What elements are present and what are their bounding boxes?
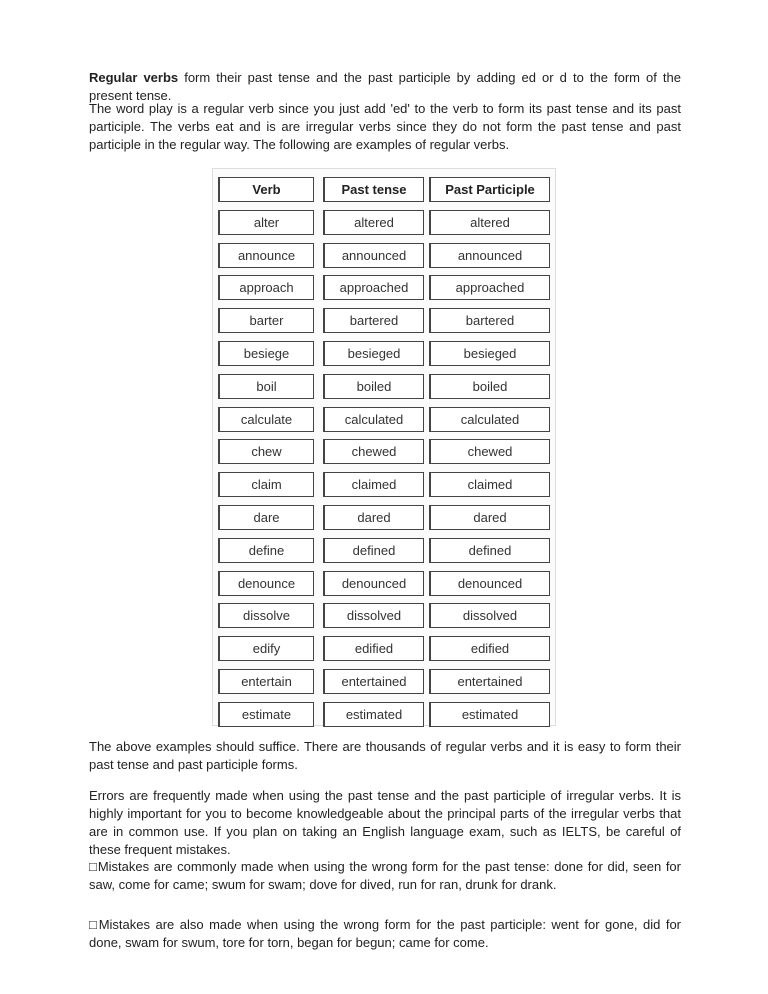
- past-participle-cell: dared: [429, 505, 550, 530]
- verb-cell: chew: [218, 439, 314, 464]
- past-participle-cell: altered: [429, 210, 550, 235]
- paragraph-6: □Mistakes are also made when using the wrong form for the past participle: went for gone, did for done, swam for swum, tore for torn, began for begun; came for come.: [89, 917, 681, 950]
- header-past-tense: Past tense: [323, 177, 424, 202]
- past-participle-cell: denounced: [429, 571, 550, 596]
- table-header-row: [213, 177, 555, 205]
- paragraph-4: Errors are frequently made when using the past tense and the past participle of irregular verbs. It is highly important for you to become knowledgeable about the principal parts of the irregular verbs that are in common use. If you plan on taking an English language exam, such as IELTS, be careful of these frequent mistakes.: [89, 788, 681, 857]
- paragraph-2: The word play is a regular verb since you just add 'ed' to the verb to form its past tense and its past participle. The verbs eat and is are irregular verbs since they do not form the past tense and past participle in the regular way. The following are examples of regular verbs.: [89, 101, 681, 152]
- verb-cell: entertain: [218, 669, 314, 694]
- past-participle-cell: besieged: [429, 341, 550, 366]
- verb-cell: besiege: [218, 341, 314, 366]
- table-row: [213, 243, 555, 271]
- intro-rest: form their past tense and the past participle by adding ed or d to the form of the present tense.: [89, 70, 681, 103]
- past-participle-cell: estimated: [429, 702, 550, 727]
- verb-cell: dissolve: [218, 603, 314, 628]
- verb-cell: boil: [218, 374, 314, 399]
- table-row: [213, 439, 555, 467]
- table-row: [213, 210, 555, 238]
- table-row: [213, 603, 555, 631]
- verb-cell: barter: [218, 308, 314, 333]
- past-tense-cell: altered: [323, 210, 424, 235]
- past-participle-cell: entertained: [429, 669, 550, 694]
- past-tense-cell: entertained: [323, 669, 424, 694]
- past-tense-cell: defined: [323, 538, 424, 563]
- past-tense-cell: boiled: [323, 374, 424, 399]
- past-participle-cell: defined: [429, 538, 550, 563]
- past-participle-cell: edified: [429, 636, 550, 661]
- header-verb: Verb: [218, 177, 314, 202]
- paragraph-3: The above examples should suffice. There are thousands of regular verbs and it is easy to form their past tense and past participle forms.: [89, 739, 681, 772]
- table-row: [213, 472, 555, 500]
- past-tense-cell: dissolved: [323, 603, 424, 628]
- table-row: [213, 571, 555, 599]
- past-tense-cell: denounced: [323, 571, 424, 596]
- past-participle-cell: dissolved: [429, 603, 550, 628]
- verb-cell: dare: [218, 505, 314, 530]
- table-row: [213, 702, 555, 730]
- past-tense-cell: estimated: [323, 702, 424, 727]
- past-participle-cell: chewed: [429, 439, 550, 464]
- verb-cell: calculate: [218, 407, 314, 432]
- past-tense-cell: approached: [323, 275, 424, 300]
- verb-cell: estimate: [218, 702, 314, 727]
- table-row: [213, 636, 555, 664]
- past-participle-cell: announced: [429, 243, 550, 268]
- verb-cell: denounce: [218, 571, 314, 596]
- verb-cell: announce: [218, 243, 314, 268]
- regular-verbs-table: [212, 168, 556, 726]
- paragraph-5: □Mistakes are commonly made when using the wrong form for the past tense: done for did, seen for saw, come for came; swum for swam; dove for dived, run for ran, drunk for drank.: [89, 859, 681, 892]
- past-tense-cell: dared: [323, 505, 424, 530]
- verb-cell: define: [218, 538, 314, 563]
- table-row: [213, 341, 555, 369]
- past-tense-cell: chewed: [323, 439, 424, 464]
- past-participle-cell: bartered: [429, 308, 550, 333]
- verb-cell: claim: [218, 472, 314, 497]
- header-past-participle: Past Participle: [429, 177, 550, 202]
- past-participle-cell: calculated: [429, 407, 550, 432]
- table-row: [213, 505, 555, 533]
- past-tense-cell: announced: [323, 243, 424, 268]
- past-tense-cell: claimed: [323, 472, 424, 497]
- past-tense-cell: besieged: [323, 341, 424, 366]
- past-tense-cell: bartered: [323, 308, 424, 333]
- past-participle-cell: boiled: [429, 374, 550, 399]
- intro-bold: Regular verbs: [89, 70, 179, 85]
- verb-cell: approach: [218, 275, 314, 300]
- past-participle-cell: approached: [429, 275, 550, 300]
- table-row: [213, 275, 555, 303]
- past-tense-cell: calculated: [323, 407, 424, 432]
- verb-cell: alter: [218, 210, 314, 235]
- past-tense-cell: edified: [323, 636, 424, 661]
- verb-cell: edify: [218, 636, 314, 661]
- table-row: [213, 669, 555, 697]
- table-row: [213, 407, 555, 435]
- past-participle-cell: claimed: [429, 472, 550, 497]
- table-row: [213, 308, 555, 336]
- table-row: [213, 538, 555, 566]
- table-row: [213, 374, 555, 402]
